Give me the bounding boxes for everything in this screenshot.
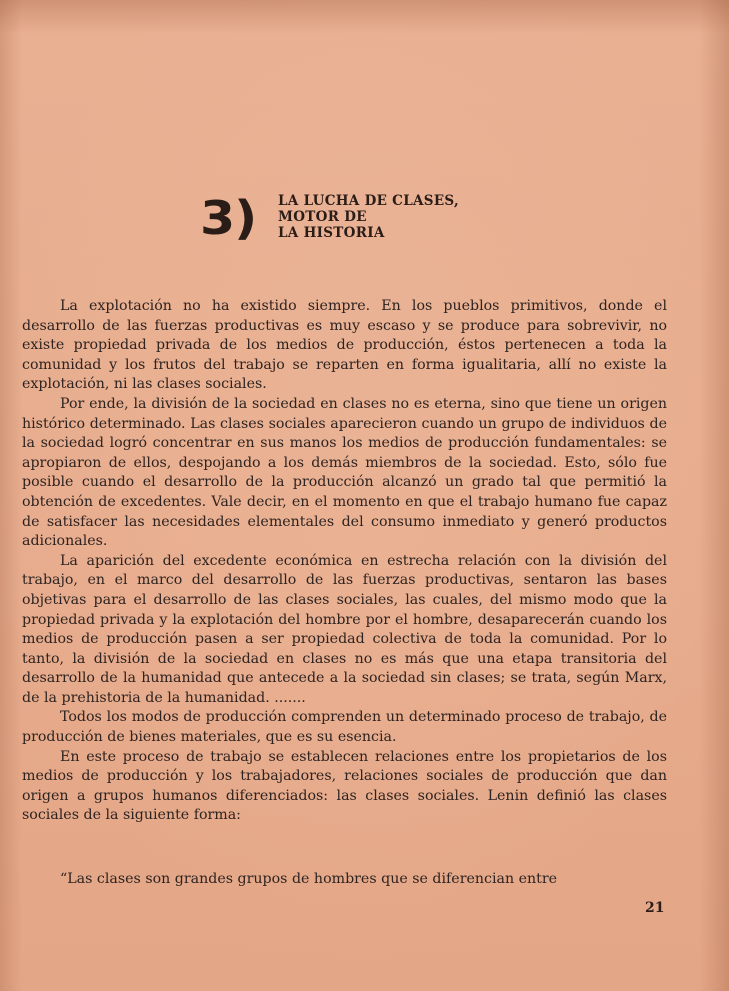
chapter-heading — [200, 191, 459, 245]
quote-start: “Las clases son grandes grupos de hombres que se diferencian entre — [60, 871, 558, 887]
page-right-edge — [699, 0, 729, 991]
page-number: 21 — [645, 900, 665, 916]
paragraph: La aparición del excedente económica en estrecha relación con la división del trabajo, en el marco del desarrollo de las fuerzas productivas, sentaron las bases objetivas para el desarrollo de las clases sociales, las cuales, del mismo modo que la propiedad privada y la explotación del hombre por el hombre, desaparecerán cuando los medios de producción pasen a ser propiedad colectiva de toda la comunidad. Por lo tanto, la división de la sociedad en clases no es más que una etapa transitoria del desarrollo de la humanidad que antecede a la sociedad sin clases; se trata, según Marx, de la prehistoria de la humanidad. ....... — [22, 552, 667, 706]
body-text — [22, 297, 667, 826]
paragraph: Por ende, la división de la sociedad en clases no es eterna, sino que tiene un origen histórico determinado. Las clases sociales aparecieron cuando un grupo de individuos de la sociedad logró concentrar en sus manos los medios de producción fundamentales: se apropiaron de ellos, despojando a los demás miembros de la sociedad. Esto, sólo fue posible cuando el desarrollo de la producción alcanzó un grado tal que permitió la obtención de excedentes. Vale decir, en el momento en que el trabajo humano fue capaz de satisfacer las necesidades elementales del consumo inmediato y generó productos adicionales. — [22, 395, 667, 550]
chapter-title — [278, 193, 538, 241]
chapter-title-line: MOTOR DE — [278, 209, 367, 225]
paragraph: La explotación no ha existido siempre. En los pueblos primitivos, donde el desarrollo de las fuerzas productivas es muy escaso y se produce para sobrevivir, no existe propiedad privada de los medios de producción, éstos pertenecen a toda la comunidad y los frutos del trabajo se reparten en forma igualitaria, allí no existe la explotación, ni las clases sociales. — [22, 298, 667, 393]
page-top-shadow — [0, 0, 729, 34]
paragraph: Todos los modos de producción comprenden un determinado proceso de trabajo, de producción de bienes materiales, que es su esencia. — [22, 709, 667, 746]
paragraph: En este proceso de trabajo se establecen relaciones entre los propietarios de los medios de producción y los trabajadores, relaciones sociales de producción que dan origen a grupos humanos diferenciados: las clases sociales. Lenin definió las clases sociales de la siguiente forma: — [22, 748, 667, 824]
page-left-edge — [0, 0, 22, 991]
chapter-number: 3) — [200, 191, 257, 245]
chapter-title-line: LA LUCHA DE CLASES, — [278, 193, 459, 209]
chapter-title-line: LA HISTORIA — [278, 225, 385, 241]
